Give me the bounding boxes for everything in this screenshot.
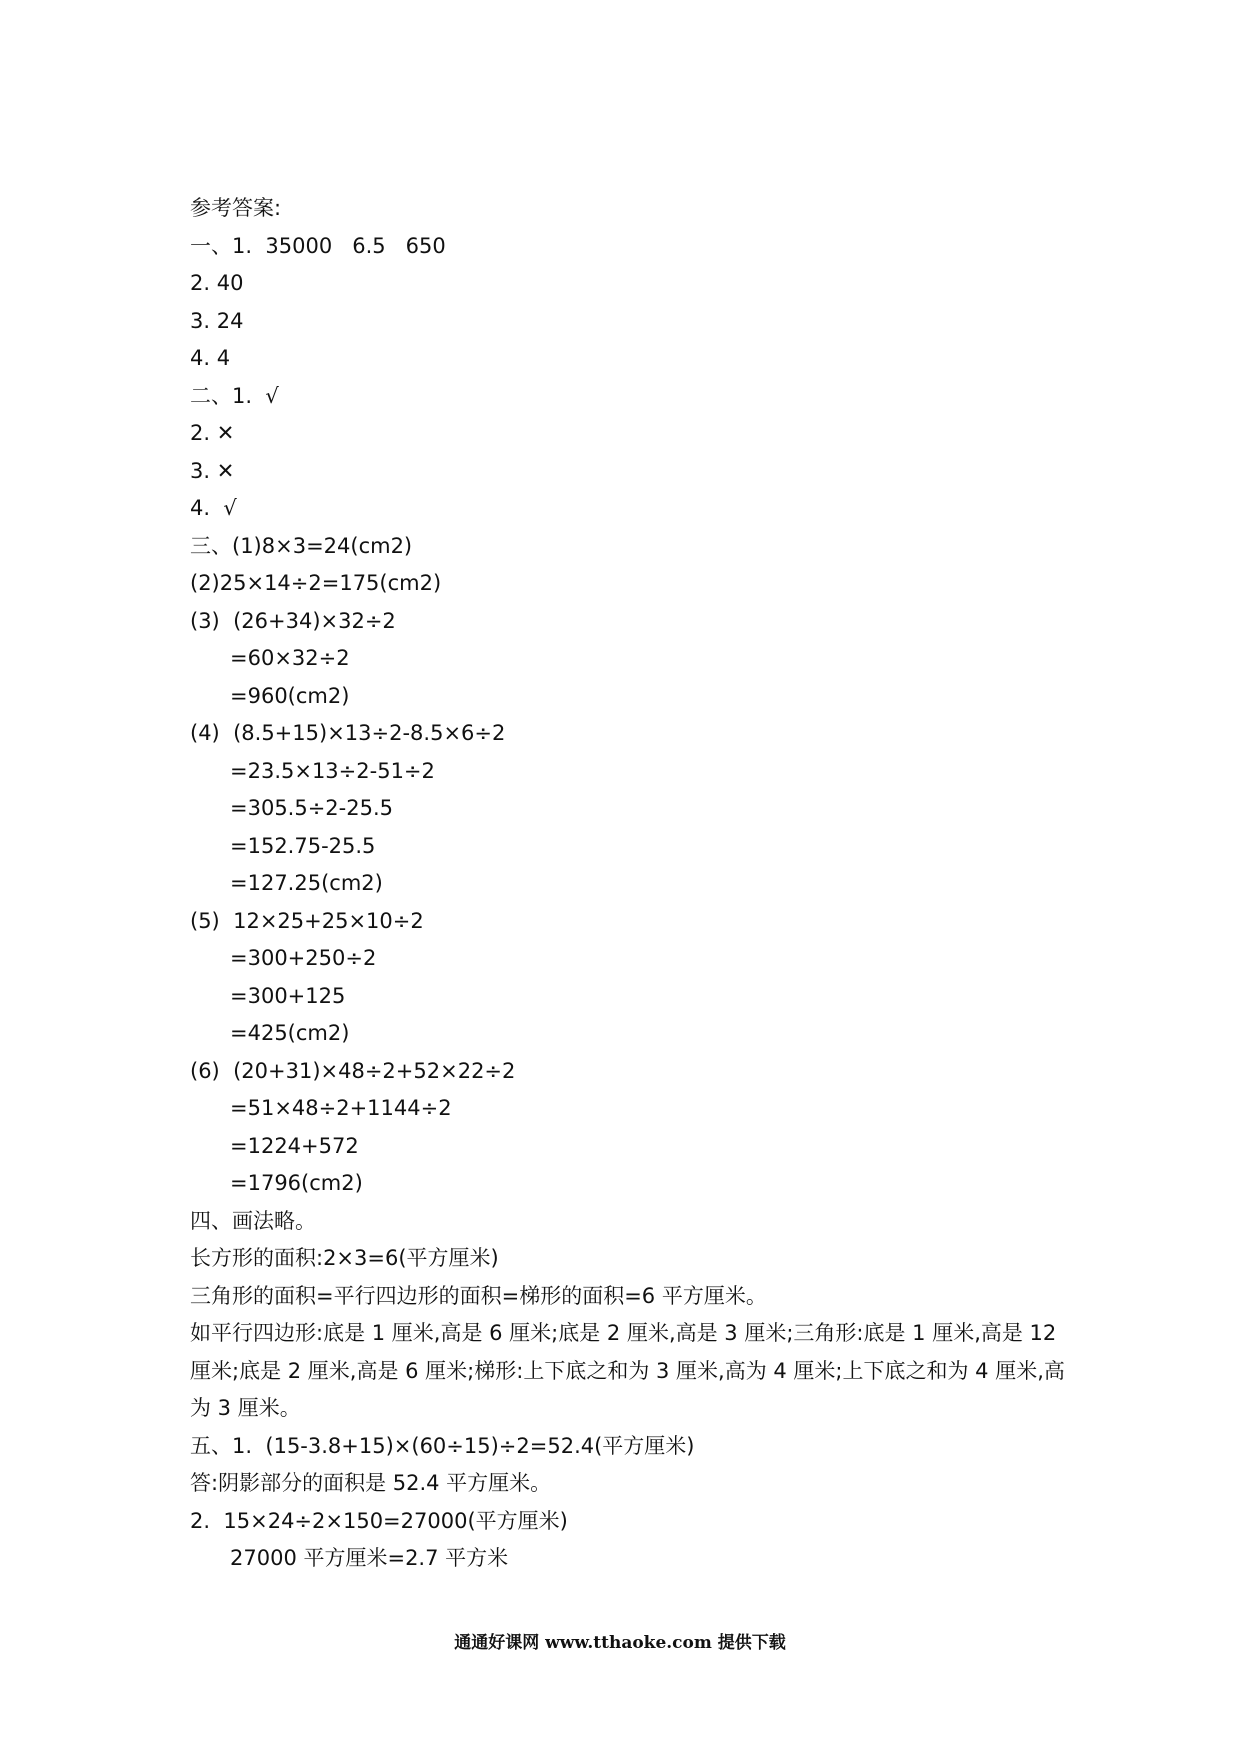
section-3-part-6-line-1: (6) (20+31)×48÷2+52×22÷2 [190, 1058, 516, 1083]
section-3-part-5-line-3: =300+125 [230, 983, 346, 1008]
section-5-line-3: 2. 15×24÷2×150=27000(平方厘米) [190, 1508, 568, 1533]
section-3-part-5-line-1: (5) 12×25+25×10÷2 [190, 908, 424, 933]
section-3-part-3-line-3: =960(cm2) [230, 683, 350, 708]
section-1-line-1: 一、1. 35000 6.5 650 [190, 233, 446, 258]
section-4-line-2: 长方形的面积:2×3=6(平方厘米) [190, 1246, 499, 1270]
section-3-part-3-line-2: =60×32÷2 [230, 646, 350, 670]
section-3-part-6-line-4: =1796(cm2) [230, 1171, 363, 1195]
section-3-part-4-line-4: =152.75-25.5 [230, 833, 376, 858]
section-3-part-4-line-3: =305.5÷2-25.5 [230, 796, 394, 820]
section-4-paragraph: 如平行四边形:底是 1 厘米,高是 6 厘米;底是 2 厘米,高是 3 厘米;三角形:底是 1 厘米,高是 12 厘米;底是 2 厘米,高是 6 厘米;梯形:上下底之和为 3 厘米,高为 4 厘米;上下底之和为 4 厘米,高为 3 厘米。 [190, 1321, 1065, 1420]
section-1-line-2: 2. 40 [190, 271, 244, 295]
answers-title: 参考答案: [190, 196, 282, 220]
section-3-part-6-line-3: =1224+572 [230, 1133, 359, 1158]
section-3-part-5-line-2: =300+250÷2 [230, 946, 377, 970]
section-3-part-3-line-1: (3) (26+34)×32÷2 [190, 608, 396, 633]
section-2-line-4: 4. √ [190, 496, 237, 520]
section-3-part-6-line-2: =51×48÷2+1144÷2 [230, 1096, 452, 1120]
section-4-line-3: 三角形的面积=平行四边形的面积=梯形的面积=6 平方厘米。 [190, 1283, 767, 1308]
section-2-line-2: 2. ✕ [190, 421, 235, 445]
section-2-line-1: 二、1. √ [190, 383, 279, 408]
answer-content [190, 190, 1070, 1578]
footer-source: 通通好课网 www.tthaoke.com 提供下载 [454, 1633, 786, 1653]
section-3-part-1: 三、(1)8×3=24(cm2) [190, 533, 413, 558]
section-3-part-4-line-2: =23.5×13÷2-51÷2 [230, 758, 435, 783]
section-3-part-2: (2)25×14÷2=175(cm2) [190, 571, 442, 595]
section-3-part-5-line-4: =425(cm2) [230, 1021, 350, 1045]
section-3-part-4-line-5: =127.25(cm2) [230, 871, 383, 895]
section-1-line-4: 4. 4 [190, 346, 231, 370]
section-5-line-4: 27000 平方厘米=2.7 平方米 [230, 1546, 509, 1570]
section-5-line-2: 答:阴影部分的面积是 52.4 平方厘米。 [190, 1471, 552, 1495]
section-4-line-1: 四、画法略。 [190, 1208, 316, 1233]
section-5-line-1: 五、1. (15-3.8+15)×(60÷15)÷2=52.4(平方厘米) [190, 1433, 695, 1458]
section-3-part-4-line-1: (4) (8.5+15)×13÷2-8.5×6÷2 [190, 721, 506, 745]
section-1-line-3: 3. 24 [190, 308, 244, 333]
section-2-line-3: 3. ✕ [190, 458, 235, 483]
